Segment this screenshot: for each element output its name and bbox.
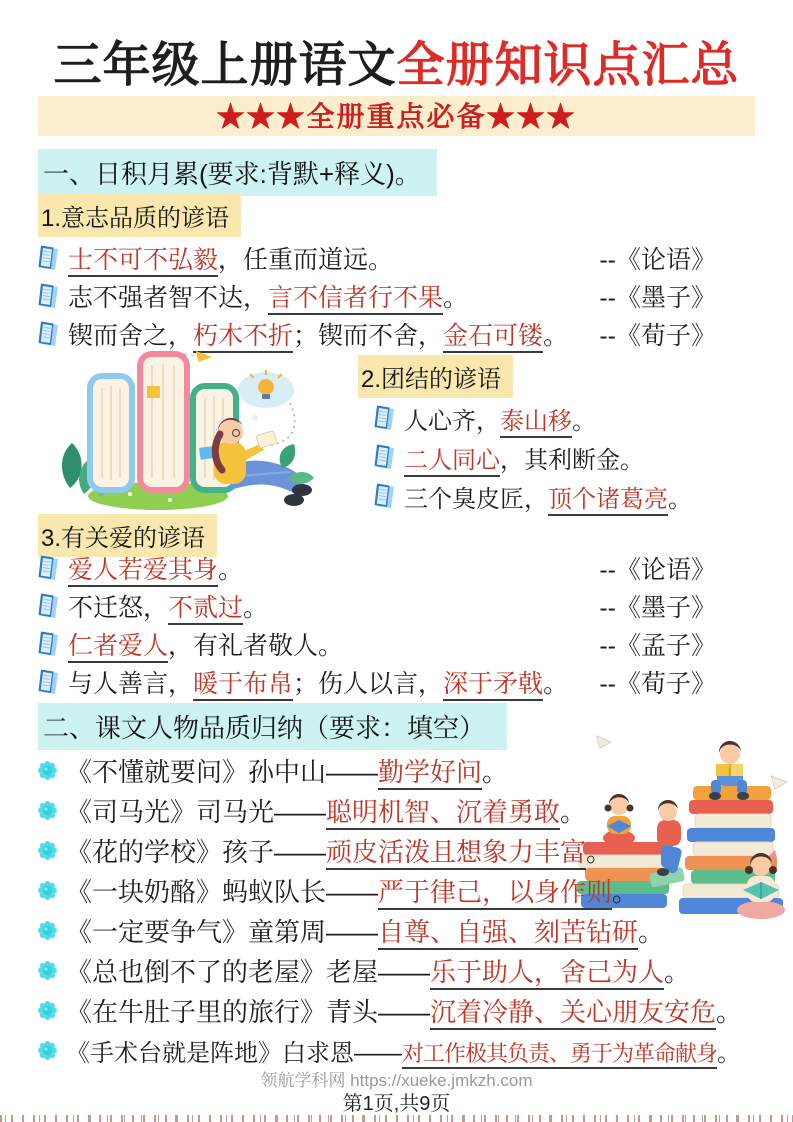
- item-text: [68, 588, 268, 624]
- plain-text: 与人善言，: [68, 670, 194, 698]
- list-item: [38, 549, 716, 587]
- page-title: [0, 26, 793, 95]
- key-phrase: 暖于布帛: [193, 670, 293, 701]
- list-item: [38, 790, 783, 830]
- list-item: [38, 587, 716, 625]
- key-phrase: 顽皮活泼且想象力丰富: [326, 837, 586, 870]
- item-text: [404, 401, 596, 436]
- book-icon: [374, 444, 395, 471]
- item-text: [68, 664, 568, 700]
- list-item: [38, 663, 716, 701]
- list-item: [374, 438, 774, 477]
- item-text: [66, 872, 638, 909]
- plain-text: ，有礼者敬人。: [168, 632, 344, 660]
- plain-text: ；伤人以言，: [293, 670, 444, 698]
- key-phrase: 深于矛戟: [443, 670, 543, 701]
- item-text: [404, 479, 692, 514]
- section1-heading: 一、日积月累(要求:背默+释义)。: [38, 149, 437, 196]
- plain-text: 。: [664, 956, 691, 987]
- list-item: [38, 910, 783, 950]
- source-label: --《墨子》: [599, 594, 716, 622]
- flower-icon: [38, 961, 57, 980]
- plain-text: 。: [243, 594, 269, 622]
- book-icon: [38, 631, 59, 658]
- book-icon: [38, 283, 59, 310]
- reading-girl-illustration: [50, 348, 340, 514]
- plain-text: 人心齐，: [404, 408, 500, 435]
- source-label: --《孟子》: [599, 632, 716, 660]
- flower-icon: [38, 1001, 57, 1020]
- plain-text: 《司马光》司马光——: [66, 796, 327, 827]
- key-phrase: 仁者爱人: [68, 632, 168, 663]
- key-phrase: 不贰过: [168, 594, 243, 625]
- item-text: [404, 440, 644, 475]
- plain-text: 。: [586, 836, 613, 867]
- paper-plane-icon: [196, 351, 212, 362]
- plain-text: 。: [668, 486, 692, 513]
- flower-icon: [38, 921, 57, 940]
- plain-text: 。: [572, 408, 596, 435]
- paper-plane-icon: [597, 736, 611, 748]
- proverb-list-unity: [374, 399, 774, 516]
- list-item: [38, 277, 716, 315]
- list-item: [38, 625, 716, 663]
- list-item: [38, 950, 783, 990]
- section2-heading: 二、课文人物品质归纳（要求：填空）: [38, 703, 507, 750]
- book-icon: [38, 593, 59, 620]
- source-label: --《荀子》: [599, 670, 716, 698]
- key-phrase: 二人同心: [404, 447, 500, 477]
- key-phrase: 聪明机智、沉着勇敢: [326, 797, 560, 830]
- plain-text: 三个臭皮匠，: [404, 486, 548, 513]
- item-text: [68, 626, 343, 662]
- plain-text: 。: [560, 796, 587, 827]
- plain-text: 。: [482, 756, 509, 787]
- item-text: [68, 316, 568, 352]
- book-icon: [38, 245, 59, 272]
- watermark-site: 领航学科网 https://xueke.jmkzh.com: [260, 1071, 533, 1090]
- key-phrase: 言不信者行不果: [268, 284, 443, 315]
- key-phrase: 士不可不弘毅: [68, 246, 218, 277]
- item-text: [68, 550, 243, 586]
- item-text: [66, 912, 664, 949]
- book-icon: [374, 483, 395, 510]
- list-item: [374, 477, 774, 516]
- flower-icon: [38, 761, 57, 780]
- flower-icon: [38, 1041, 57, 1060]
- plain-text: 《不懂就要问》孙中山——: [66, 756, 379, 787]
- plain-text: 。: [638, 916, 665, 947]
- key-phrase: 严于律己，以身作则: [378, 877, 612, 910]
- page-number: 第1页,共9页: [342, 1093, 451, 1115]
- flower-icon: [38, 881, 57, 900]
- source-label: --《论语》: [599, 556, 716, 584]
- book-icon: [38, 669, 59, 696]
- plain-text: ，任重而道远。: [218, 246, 394, 274]
- plain-text: 。: [717, 1039, 742, 1067]
- item-text: [66, 792, 586, 829]
- key-phrase: 勤学好问: [378, 757, 482, 790]
- source-label: --《荀子》: [599, 322, 716, 350]
- item-text: [66, 952, 690, 989]
- proverb-list-love: [38, 549, 716, 701]
- plain-text: 。: [218, 556, 244, 584]
- item-text: [66, 752, 508, 789]
- key-phrase: 金石可镂: [443, 322, 543, 353]
- flower-icon: [38, 801, 57, 820]
- plain-text: 《在牛肚子里的旅行》青头——: [66, 996, 431, 1027]
- list-item: [38, 750, 783, 790]
- star-banner: ★★★全册重点必备★★★: [38, 96, 755, 136]
- flower-icon: [38, 841, 57, 860]
- item-text: [68, 240, 393, 276]
- proverb-list-willpower: [38, 239, 716, 353]
- plain-text: 不迁怒，: [68, 594, 169, 622]
- list-item: [38, 830, 783, 870]
- plain-text: 《花的学校》孩子——: [66, 836, 327, 867]
- plain-text: 《一块奶酪》蚂蚁队长——: [66, 876, 379, 907]
- page-title-red: 全册知识点汇总: [396, 39, 740, 92]
- next-page-cutoff: [0, 1115, 793, 1122]
- item-text: [66, 1033, 741, 1068]
- group1-label: 1.意志品质的谚语: [38, 194, 241, 237]
- list-item: [38, 870, 783, 910]
- plain-text: 。: [543, 322, 569, 350]
- plain-text: 锲而舍之，: [68, 322, 194, 350]
- list-item: [38, 990, 783, 1030]
- key-phrase: 泰山移: [500, 408, 572, 438]
- list-item: [38, 239, 716, 277]
- plain-text: 。: [612, 876, 639, 907]
- key-phrase: 对工作极其负责、勇于为革命献身: [402, 1041, 717, 1069]
- item-text: [66, 992, 742, 1029]
- plain-text: 志不强者智不达，: [68, 284, 269, 312]
- book-icon: [38, 555, 59, 582]
- plain-text: 。: [716, 996, 743, 1027]
- book-icon: [374, 405, 395, 432]
- group2-label: 2.团结的谚语: [358, 355, 513, 398]
- key-phrase: 自尊、自强、刻苦钻研: [378, 917, 638, 950]
- item-text: [66, 832, 612, 869]
- book-icon: [38, 321, 59, 348]
- group3-label: 3.有关爱的谚语: [38, 514, 217, 557]
- lesson-character-list: [38, 750, 783, 1070]
- key-phrase: 朽木不折: [193, 322, 293, 353]
- plain-text: 《手术台就是阵地》白求恩——: [66, 1039, 402, 1067]
- plain-text: 。: [543, 670, 569, 698]
- item-text: [68, 278, 468, 314]
- list-item: [374, 399, 774, 438]
- key-phrase: 乐于助人，舍己为人: [430, 957, 664, 990]
- list-item: [38, 1030, 783, 1070]
- plain-text: ，其利断金。: [500, 447, 644, 474]
- page-title-black: 三年级上册语文: [53, 39, 397, 92]
- source-label: --《论语》: [599, 246, 716, 274]
- key-phrase: 爱人若爱其身: [68, 556, 218, 587]
- plain-text: ；锲而不舍，: [293, 322, 444, 350]
- key-phrase: 顶个诸葛亮: [548, 486, 668, 516]
- source-label: --《墨子》: [599, 284, 716, 312]
- plain-text: 《总也倒不了的老屋》老屋——: [66, 956, 431, 987]
- key-phrase: 沉着冷静、关心朋友安危: [430, 997, 716, 1030]
- plain-text: 。: [443, 284, 469, 312]
- plain-text: 《一定要争气》童第周——: [66, 916, 379, 947]
